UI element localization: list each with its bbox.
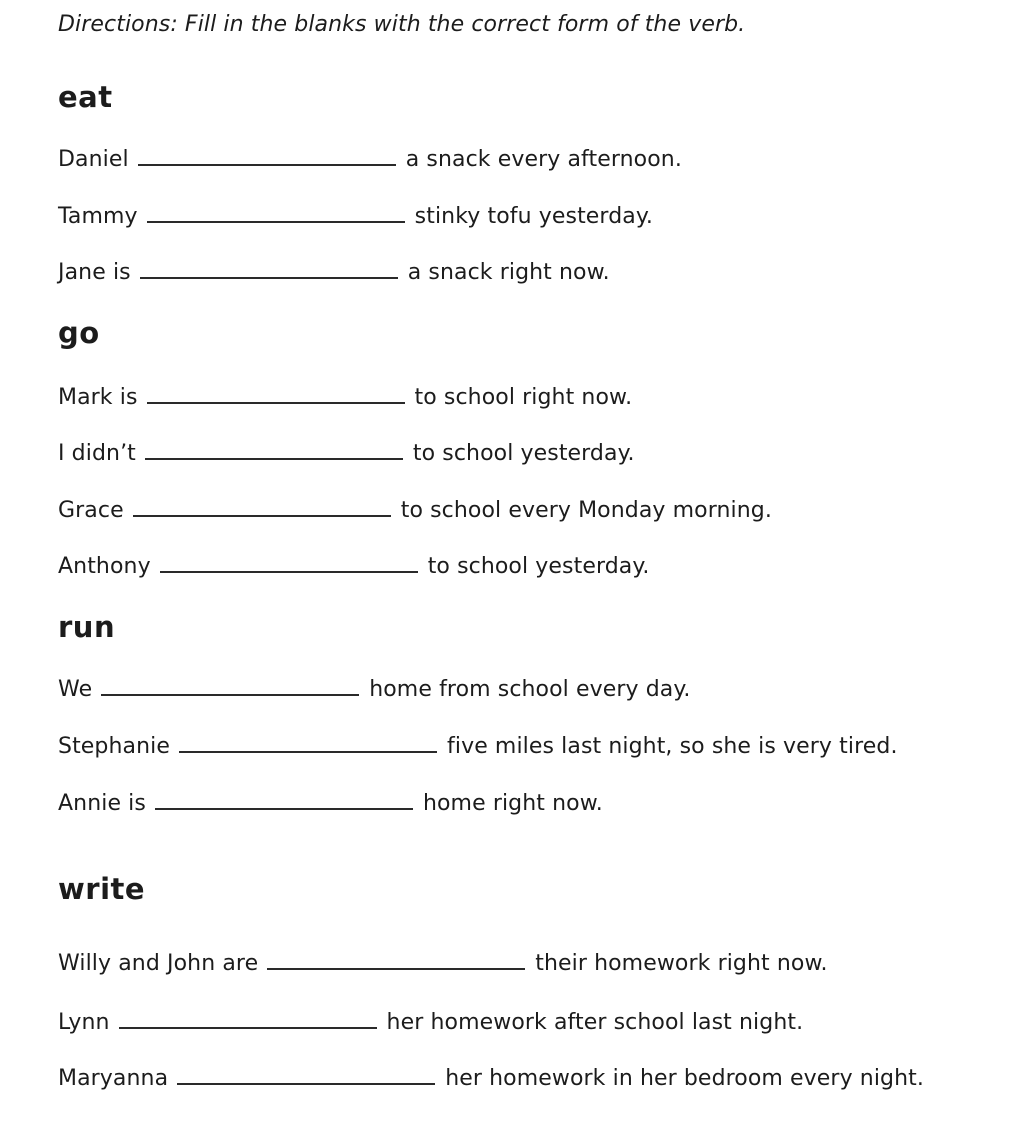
sentence-end: to school right now. bbox=[414, 385, 633, 410]
answer-blank[interactable] bbox=[133, 497, 391, 517]
sentence-end: to school yesterday. bbox=[412, 441, 635, 466]
sentence-start: Maryanna bbox=[58, 1066, 169, 1091]
sentence-start: Jane is bbox=[58, 260, 131, 285]
sentence-line bbox=[58, 384, 632, 411]
section-heading-eat: eat bbox=[58, 80, 113, 114]
answer-blank[interactable] bbox=[177, 1065, 435, 1085]
sentence-start: Annie is bbox=[58, 791, 146, 816]
sentence-start: Willy and John are bbox=[58, 951, 259, 976]
answer-blank[interactable] bbox=[155, 790, 413, 810]
sentence-line bbox=[58, 553, 649, 580]
sentence-end: to school yesterday. bbox=[427, 554, 650, 579]
section-heading-write: write bbox=[58, 872, 146, 906]
sentence-end: home right now. bbox=[422, 791, 603, 816]
answer-blank[interactable] bbox=[179, 733, 437, 753]
answer-blank[interactable] bbox=[147, 384, 405, 404]
sentence-end: her homework in her bedroom every night. bbox=[445, 1066, 924, 1091]
sentence-end: home from school every day. bbox=[369, 677, 691, 702]
sentence-start: Tammy bbox=[58, 204, 138, 229]
answer-blank[interactable] bbox=[147, 203, 405, 223]
sentence-line bbox=[58, 203, 653, 230]
sentence-line bbox=[58, 950, 828, 977]
answer-blank[interactable] bbox=[140, 259, 398, 279]
answer-blank[interactable] bbox=[138, 146, 396, 166]
sentence-end: stinky tofu yesterday. bbox=[414, 204, 653, 229]
section-heading-go: go bbox=[58, 316, 100, 350]
sentence-end: five miles last night, so she is very tired. bbox=[447, 734, 898, 759]
sentence-line bbox=[58, 440, 635, 467]
directions-text: Directions: Fill in the blanks with the correct form of the verb. bbox=[58, 12, 746, 37]
sentence-end: her homework after school last night. bbox=[386, 1010, 804, 1035]
sentence-start: Anthony bbox=[58, 554, 151, 579]
sentence-start: I didn’t bbox=[58, 441, 136, 466]
sentence-end: their homework right now. bbox=[535, 951, 828, 976]
sentence-line bbox=[58, 676, 690, 703]
sentence-end: a snack every afternoon. bbox=[405, 147, 682, 172]
sentence-start: Mark is bbox=[58, 385, 138, 410]
sentence-start: Lynn bbox=[58, 1010, 110, 1035]
sentence-line bbox=[58, 1065, 1018, 1092]
answer-blank[interactable] bbox=[160, 553, 418, 573]
answer-blank[interactable] bbox=[101, 676, 359, 696]
sentence-start: We bbox=[58, 677, 93, 702]
sentence-line bbox=[58, 1009, 803, 1036]
sentence-start: Daniel bbox=[58, 147, 129, 172]
answer-blank[interactable] bbox=[145, 440, 403, 460]
section-heading-run: run bbox=[58, 610, 116, 644]
sentence-end: to school every Monday morning. bbox=[400, 498, 772, 523]
sentence-start: Grace bbox=[58, 498, 124, 523]
answer-blank[interactable] bbox=[267, 950, 525, 970]
sentence-line bbox=[58, 146, 682, 173]
sentence-line bbox=[58, 790, 603, 817]
sentence-line bbox=[58, 733, 898, 760]
sentence-end: a snack right now. bbox=[407, 260, 610, 285]
sentence-start: Stephanie bbox=[58, 734, 171, 759]
sentence-line bbox=[58, 259, 610, 286]
sentence-line bbox=[58, 497, 772, 524]
answer-blank[interactable] bbox=[119, 1009, 377, 1029]
